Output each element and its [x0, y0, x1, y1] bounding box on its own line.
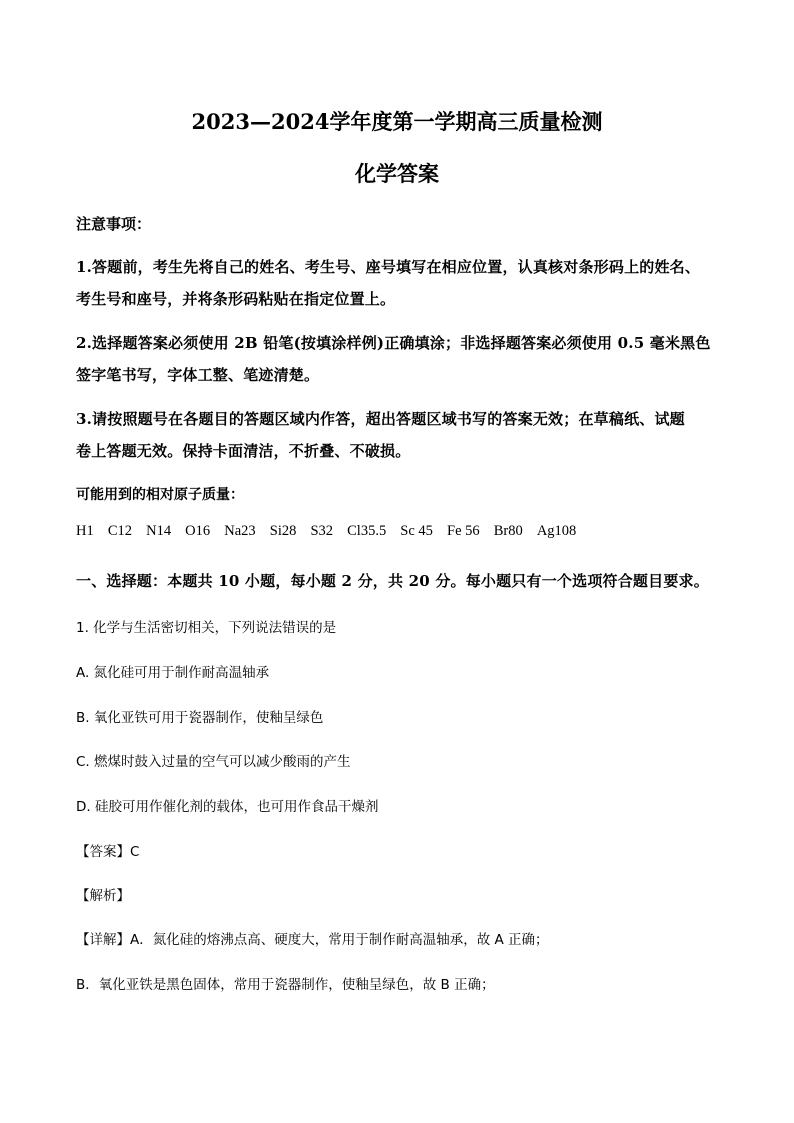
- notes-heading: 注意事项：: [76, 215, 152, 233]
- question-1-stem: 1. 化学与生活密切相关，下列说法错误的是: [76, 620, 337, 636]
- atomic-mass-item: Na23: [224, 523, 256, 539]
- page-subtitle: 化学答案: [355, 161, 439, 186]
- note-item-2-line-2: 签字笔书写，字体工整、笔迹清楚。: [76, 366, 320, 384]
- atomic-mass-item: Ag108: [536, 523, 577, 539]
- atomic-mass-label: 可能用到的相对原子质量：: [76, 487, 244, 503]
- atomic-mass-item: O16: [185, 523, 211, 539]
- atomic-mass-item: Fe 56: [447, 523, 480, 539]
- atomic-mass-item: Cl35.5: [347, 523, 387, 539]
- atomic-mass-item: Sc 45: [400, 523, 433, 539]
- note-item-3-line-1: 3.请按照题号在各题目的答题区域内作答，超出答题区域书写的答案无效；在草稿纸、试题: [76, 410, 685, 428]
- question-1-detail-line-2: B．氧化亚铁是黑色固体，常用于瓷器制作，使釉呈绿色，故 B 正确；: [76, 977, 495, 993]
- note-item-1-line-1: 1.答题前，考生先将自己的姓名、考生号、座号填写在相应位置，认真核对条形码上的姓名、: [76, 258, 701, 276]
- atomic-mass-item: C12: [107, 523, 132, 539]
- atomic-mass-list: [76, 520, 734, 540]
- atomic-mass-item: Br80: [493, 523, 523, 539]
- section-1-heading: 一、选择题：本题共 10 小题，每小题 2 分，共 20 分。每小题只有一个选项符合题目要求。: [76, 572, 709, 590]
- question-1-option-b: B. 氧化亚铁可用于瓷器制作，使釉呈绿色: [76, 710, 324, 726]
- note-item-2-line-1: 2.选择题答案必须使用 2B 铅笔(按填涂样例)正确填涂；非选择题答案必须使用 0.5 毫米黑色: [76, 334, 711, 352]
- question-1-option-a: A. 氮化硅可用于制作耐高温轴承: [76, 665, 270, 681]
- atomic-mass-item: Si28: [269, 523, 297, 539]
- question-1-answer: 【答案】C: [76, 844, 140, 860]
- note-item-1-line-2: 考生号和座号，并将条形码粘贴在指定位置上。: [76, 290, 396, 308]
- question-1-option-d: D. 硅胶可用作催化剂的载体，也可用作食品干燥剂: [76, 799, 379, 815]
- question-1-option-c: C. 燃煤时鼓入过量的空气可以减少酸雨的产生: [76, 754, 351, 770]
- note-item-3-line-2: 卷上答题无效。保持卡面清洁，不折叠、不破损。: [76, 442, 411, 460]
- question-1-analysis-label: 【解析】: [76, 888, 130, 904]
- atomic-mass-item: S32: [310, 523, 334, 539]
- atomic-mass-item: N14: [146, 523, 172, 539]
- page-title: 2023—2024学年度第一学期高三质量检测: [191, 109, 603, 134]
- question-1-detail-line-1: 【详解】A．氮化硅的熔沸点高、硬度大，常用于制作耐高温轴承，故 A 正确；: [76, 932, 549, 948]
- atomic-mass-item: H1: [76, 523, 94, 539]
